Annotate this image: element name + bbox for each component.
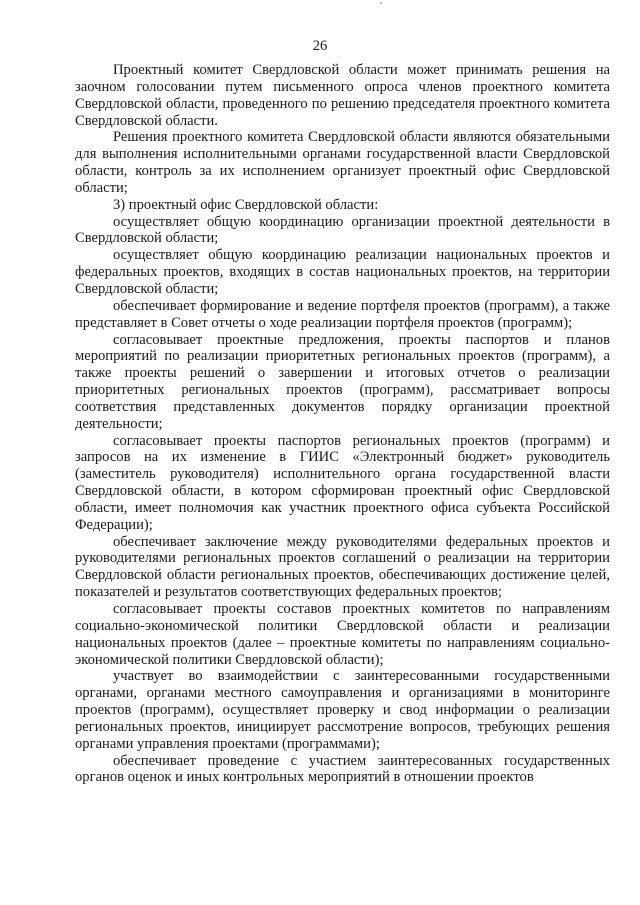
paragraph-7: согласовывает проектные предложения, проекты паспортов и планов мероприятий по реализации приоритетных региональных проектов (программ), а также проекты решений о завершении и итоговых отчетов о реализации приоритетных региональных проектов (программ), рассматривает вопросы соответствия представленных документов порядку организации проектной деятельности; — [75, 331, 610, 432]
paragraph-5: осуществляет общую координацию реализации национальных проектов и федеральных проектов, входящих в состав национальных проектов, на территории Свердловской области; — [75, 247, 610, 297]
paragraph-11: участвует во взаимодействии с заинтересованными государственными органами, органами местного самоуправления и организациями в мониторинге проектов (программ), осуществляет проверку и свод информации о реализации региональных проектов, инициирует рассмотрение вопросов, требующих решения органами управления проектами (программами); — [75, 668, 610, 752]
page-number: 26 — [312, 38, 328, 54]
paragraph-10: согласовывает проекты составов проектных комитетов по направлениям социально-экономической политики Свердловской области и реализации национальных проектов (далее – проектные комитеты по направлениям социально-экономической политики Свердловской области); — [75, 601, 610, 668]
paragraph-8: согласовывает проекты паспортов региональных проектов (программ) и запросов на их изменение в ГИИС «Электронный бюджет» руководитель (заместитель руководителя) исполнительного органа государственной власти Свердловской области, в котором сформирован проектный офис Свердловской области, имеет полномочия как участник проектного офиса субъекта Российской Федерации); — [75, 432, 610, 533]
paragraph-2: Решения проектного комитета Свердловской области являются обязательными для выполнения исполнительными органами государственной власти Свердловской области, контроль за их исполнением организует проектный офис Свердловской области; — [75, 129, 610, 196]
scan-speck — [380, 2, 382, 4]
paragraph-4: осуществляет общую координацию организации проектной деятельности в Свердловской области; — [75, 213, 610, 247]
paragraph-9: обеспечивает заключение между руководителями федеральных проектов и руководителями региональных проектов соглашений о реализации на территории Свердловской области региональных проектов, обеспечивающих достижение целей, показателей и результатов соответствующих федеральных проектов; — [75, 533, 610, 601]
paragraph-3: 3) проектный офис Свердловской области: — [113, 196, 379, 213]
paragraph-6: обеспечивает формирование и ведение портфеля проектов (программ), а также представляет в Совет отчеты о ходе реализации портфеля проектов (программ); — [75, 297, 610, 331]
paragraph-1: Проектный комитет Свердловской области может принимать решения на заочном голосовании путем письменного опроса членов проектного комитета Свердловской области, проведенного по решению председателя проектного комитета Свердловской области. — [75, 62, 610, 129]
paragraph-12: обеспечивает проведение с участием заинтересованных государственных органов оценок и иных контрольных мероприятий в отношении проектов — [75, 752, 610, 786]
document-body — [75, 62, 610, 786]
